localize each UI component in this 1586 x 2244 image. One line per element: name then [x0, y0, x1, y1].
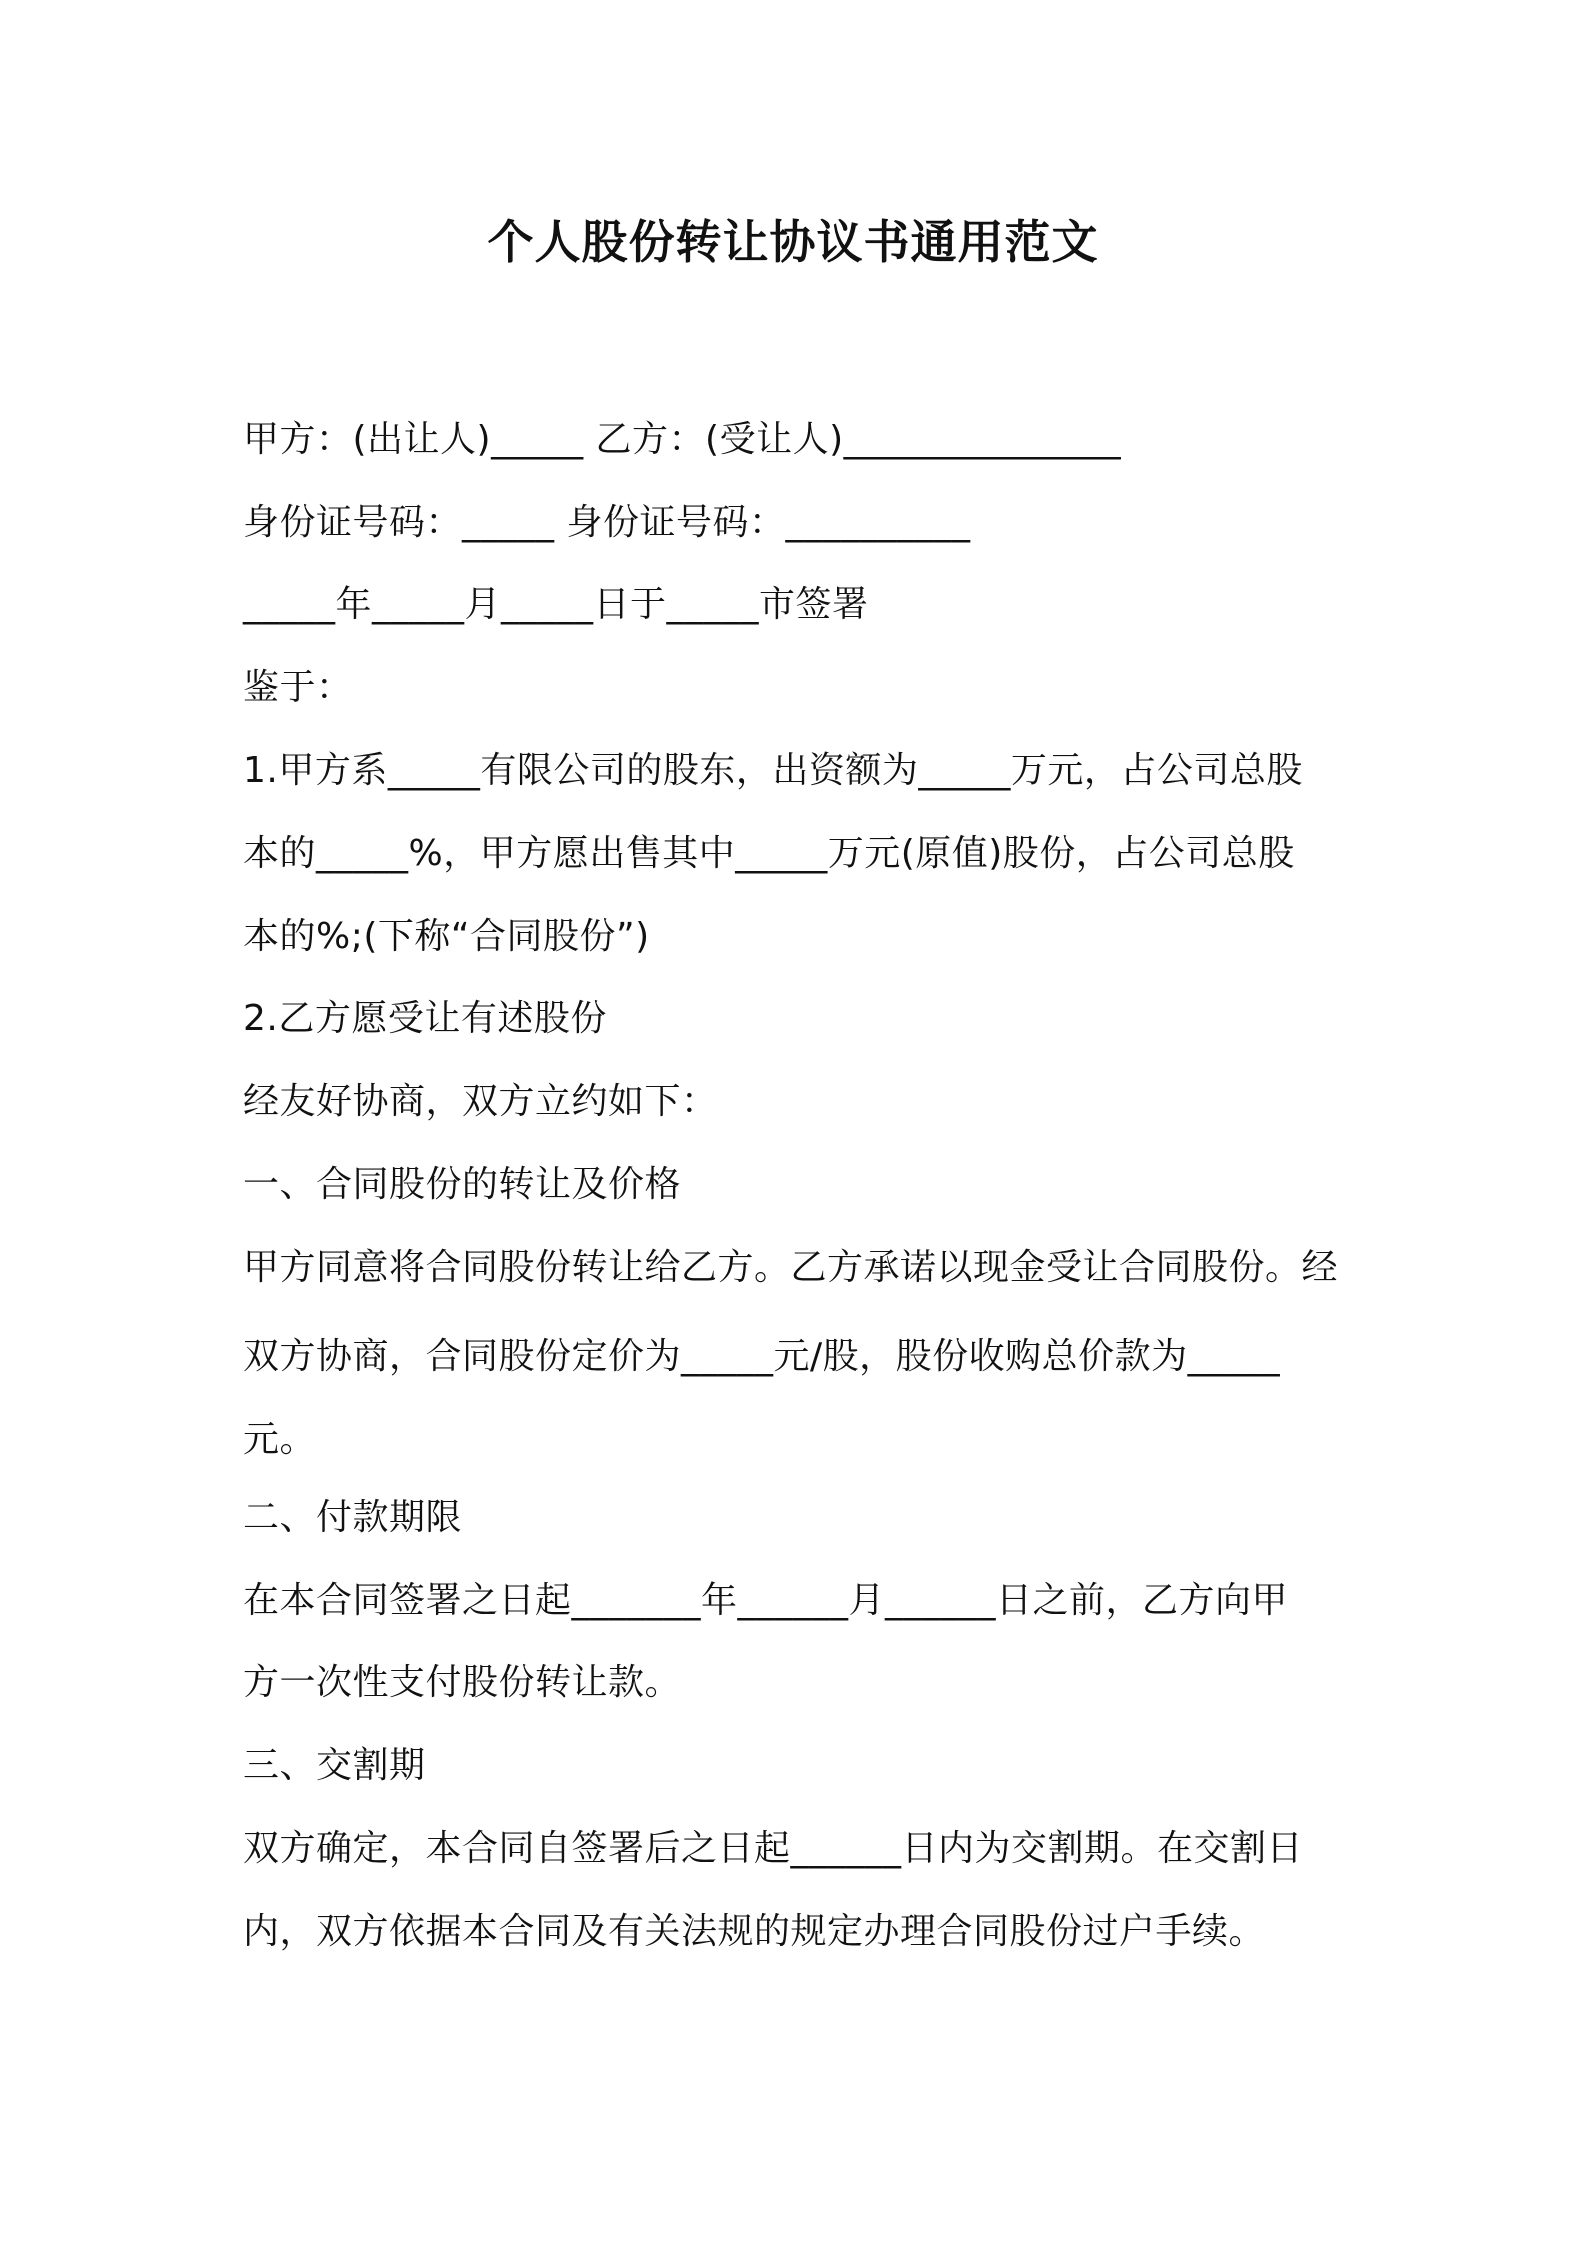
- line-whereas: 鉴于：: [243, 667, 353, 708]
- section-heading-1: 一、合同股份的转让及价格: [243, 1164, 682, 1205]
- line-parties: 甲方：(出让人)_____ 乙方：(受让人)_______________: [243, 419, 1122, 460]
- document-title: 个人股份转让协议书通用范文: [487, 215, 1099, 269]
- line-id-numbers: 身份证号码：_____ 身份证号码：__________: [243, 502, 971, 543]
- line-agreement: 经友好协商，双方立约如下：: [243, 1081, 718, 1122]
- line-clause-2: 2.乙方愿受让有述股份: [243, 998, 607, 1039]
- line-section-2b: 方一次性支付股份转让款。: [243, 1662, 682, 1703]
- line-section-1c: 元。: [243, 1419, 317, 1460]
- line-clause-1a: 1.甲方系_____有限公司的股东，出资额为_____万元，占公司总股: [243, 750, 1303, 791]
- line-section-3b: 内，双方依据本合同及有关法规的规定办理合同股份过户手续。: [243, 1911, 1266, 1952]
- section-heading-3: 三、交割期: [243, 1745, 426, 1786]
- line-section-3a: 双方确定，本合同自签署后之日起______日内为交割期。在交割日: [243, 1828, 1304, 1869]
- line-clause-1c: 本的%;(下称“合同股份”): [243, 916, 650, 957]
- line-sign-date: _____年_____月_____日于_____市签署: [243, 584, 869, 625]
- line-section-2a: 在本合同签署之日起_______年______月______日之前，乙方向甲: [243, 1580, 1289, 1621]
- line-section-1b: 双方协商，合同股份定价为_____元/股，股份收购总价款为_____: [243, 1336, 1281, 1377]
- line-section-1a: 甲方同意将合同股份转让给乙方。乙方承诺以现金受让合同股份。经: [243, 1247, 1339, 1288]
- line-clause-1b: 本的_____%，甲方愿出售其中_____万元(原值)股份，占公司总股: [243, 833, 1295, 874]
- section-heading-2: 二、付款期限: [243, 1497, 463, 1538]
